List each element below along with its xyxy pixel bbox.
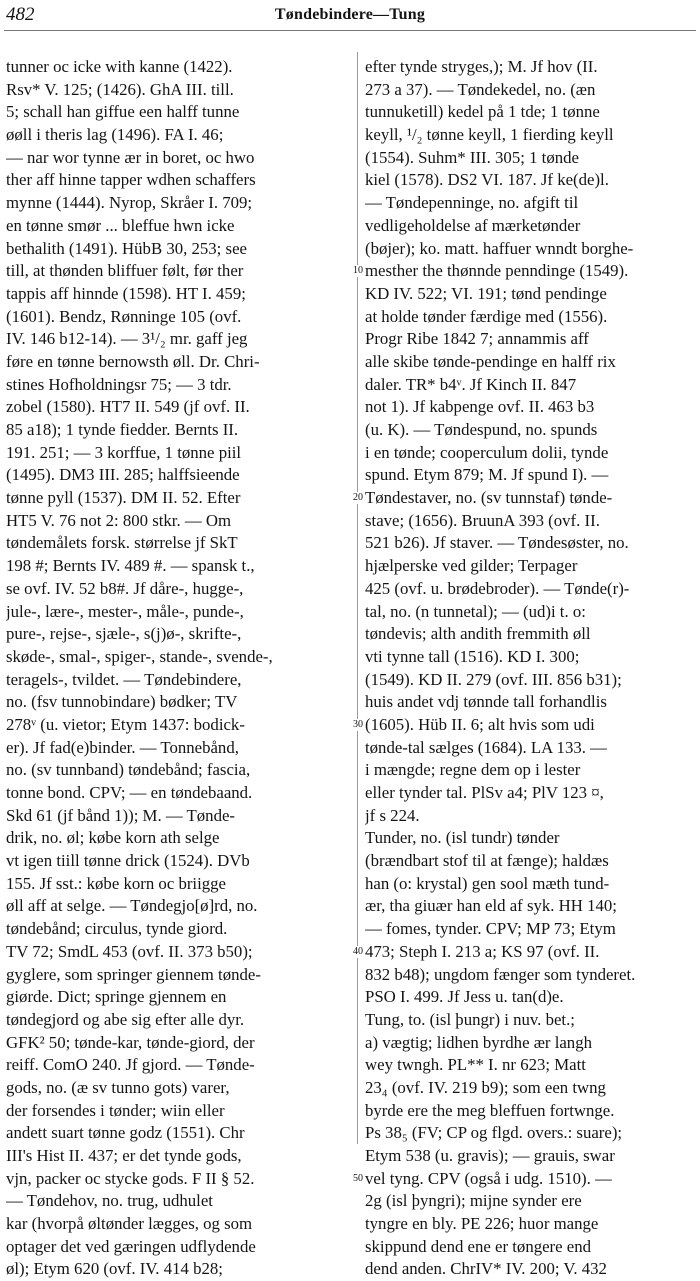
text-line: Rsv* V. 125; (1426). GhA III. till. — [6, 79, 234, 99]
text-line: føre en tønne bernowsth øll. Dr. Chri- — [6, 351, 260, 371]
text-line: 473; Steph I. 213 a; KS 97 (ovf. II. — [365, 941, 600, 961]
text-line: i mængde; regne dem op i lester — [365, 760, 581, 780]
text-line: HT5 V. 76 not 2: 800 stkr. — Om — [6, 510, 232, 530]
text-line: bethalith (1491). HübB 30, 253; see — [6, 238, 247, 258]
text-line: (brændbart stof til at fænge); haldæs — [365, 851, 609, 871]
text-line: tal, no. (n tunnetal); — (ud)i t. o: — [365, 601, 586, 621]
text-line: tønne pyll (1537). DM II. 52. Efter — [6, 488, 241, 508]
right-column — [365, 56, 697, 1281]
text-line: 278ᵛ (u. vietor; Etym 1437: bodick- — [6, 714, 245, 734]
text-line: vjn, packer oc stycke gods. F II § 52. — [6, 1168, 255, 1188]
text-line: skøde-, smal-, spiger-, stande-, svende-, — [6, 646, 273, 666]
text-line: (1601). Bendz, Rønninge 105 (ovf. — [6, 306, 242, 326]
text-line: kar (hvorpå øltønder lægges, og som — [6, 1214, 253, 1234]
text-line: 425 (ovf. u. brødebroder). — Tønde(r)- — [365, 578, 630, 598]
text-line: reiff. ComO 240. Jf gjord. — Tønde- — [6, 1055, 255, 1075]
line-number-marker: 40 — [349, 946, 367, 958]
text-line: 155. Jf sst.: købe korn oc briigge — [6, 873, 226, 893]
text-line: till, at thønden bliffuer følt, før ther — [6, 261, 244, 281]
running-head: Tøndebindere—Tung — [274, 6, 426, 23]
text-line: (bøjer); ko. matt. haffuer wnndt borghe- — [365, 238, 634, 258]
text-line: Progr Ribe 1842 7; annammis aff — [365, 329, 589, 349]
text-line: stines Hofholdningsr 75; — 3 tdr. — [6, 374, 232, 394]
text-line: gods, no. (æ sv tunno gots) varer, — [6, 1077, 230, 1097]
text-line: 85 a18); 1 tynde fiedder. Bernts II. — [6, 420, 239, 439]
line-number-marker: 10 — [349, 265, 367, 277]
text-line: optager det ved gæringen udflydende — [6, 1236, 256, 1256]
text-line: — fomes, tynder. CPV; MP 73; Etym — [365, 919, 616, 939]
text-line: andett suart tønne godz (1551). Chr — [6, 1123, 245, 1143]
text-line: tønde-tal sælges (1684). LA 133. — — [365, 737, 607, 757]
header-rule — [4, 30, 696, 31]
text-line: byrde ere the meg bleffuen fortwnge. — [365, 1100, 615, 1120]
text-line: eller tynder tal. PlSv a4; PlV 123 ¤, — [365, 783, 604, 802]
text-line: at holde tønder færdige med (1556). — [365, 306, 608, 326]
text-line: er). Jf fad(e)binder. — Tonnebånd, — [6, 737, 239, 757]
text-line: teragels-, tvildet. — Tøndebindere, — [6, 669, 242, 689]
text-line: tunnuketill) kedel på 1 tde; 1 tønne — [365, 102, 600, 122]
text-line: vt igen tiill tønne drick (1524). DVb — [6, 851, 250, 871]
text-line: (1605). Hüb II. 6; alt hvis som udi — [365, 714, 595, 734]
text-line: tøndebånd; circulus, tynde giord. — [6, 919, 228, 939]
column-divider — [357, 52, 358, 1144]
text-line: mesther the thønnde penndinge (1549). — [365, 261, 629, 281]
text-line: huis andet vdj tønnde tall forhandlis — [365, 692, 607, 712]
text-line: a) vægtig; lidhen byrdhe ær langh — [365, 1032, 592, 1052]
page-number: 482 — [6, 4, 35, 25]
text-line: kiel (1578). DS2 VI. 187. Jf ke(de)l. — [365, 170, 609, 190]
text-line: tøndemålets forsk. størrelse jf SkT — [6, 533, 238, 553]
text-line: jf s 224. — [365, 805, 420, 825]
text-line: alle skibe tønde-pendinge en halff rix — [365, 351, 616, 371]
text-line: vedligeholdelse af mærketønder — [365, 215, 581, 235]
text-line: tunner oc icke with kanne (1422). — [6, 57, 233, 76]
text-line: (1495). DM3 III. 285; halffsieende — [6, 465, 240, 485]
text-line: Etym 538 (u. gravis); — grauis, swar — [365, 1146, 615, 1165]
text-line: Tunder, no. (isl tundr) tønder — [365, 828, 560, 848]
text-line: 273 a 37). — Tøndekedel, no. (æn — [365, 79, 596, 99]
text-line: giørde. Dict; springe gjennem en — [6, 987, 227, 1007]
text-line: TV 72; SmdL 453 (ovf. II. 373 b50); — [6, 941, 253, 961]
text-line: tappis aff hinnde (1598). HT I. 459; — [6, 283, 246, 303]
text-line: 23₄ (ovf. IV. 219 b9); som een twng — [365, 1077, 606, 1097]
text-line: øl); Etym 620 (ovf. IV. 414 b28; — [6, 1259, 223, 1279]
text-line: not 1). Jf kabpenge ovf. II. 463 b3 — [365, 397, 595, 417]
text-line: skippund dend ene er tøngere end — [365, 1236, 592, 1256]
text-line: 191. 251; — 3 korffue, 1 tønne piil — [6, 442, 242, 462]
text-line: IV. 146 b12-14). — 3¹/₂ mr. gaff jeg — [6, 329, 248, 349]
text-line: han (o: krystal) gen sool mæth tund- — [365, 873, 610, 893]
text-line: Ps 38₅ (FV; CP og flgd. overs.: suare); — [365, 1123, 623, 1143]
text-line: hjælperske ved gilder; Terpager — [365, 556, 578, 576]
text-line: Tøndestaver, no. (sv tunnstaf) tønde- — [365, 488, 613, 508]
text-line: 198 #; Bernts IV. 489 #. — spansk t., — [6, 556, 255, 576]
text-line: keyll, ¹/₂ tønne keyll, 1 fierding keyll — [365, 125, 614, 145]
text-line: vti tynne tall (1516). KD I. 300; — [365, 646, 580, 666]
line-number-marker: 30 — [349, 719, 367, 731]
text-line: — Tøndehov, no. trug, udhulet — [6, 1191, 213, 1211]
page-header — [0, 4, 700, 30]
line-number-marker: 50 — [349, 1173, 367, 1185]
text-line: mynne (1444). Nyrop, Skråer I. 709; — [6, 193, 253, 213]
text-line: spund. Etym 879; M. Jf spund I). — — [365, 465, 609, 485]
text-line: pure-, rejse-, sjæle-, s(j)ø-, skrifte-, — [6, 624, 242, 644]
text-line: i en tønde; cooperculum dolii, tynde — [365, 442, 609, 462]
text-line: tyngre en bly. PE 226; huor mange — [365, 1214, 599, 1234]
text-line: dend anden. ChrIV* IV. 200; V. 432 — [365, 1259, 607, 1279]
text-line: III's Hist II. 437; er det tynde gods, — [6, 1146, 242, 1165]
text-line: vel tyng. CPV (også i udg. 1510). — — [365, 1168, 612, 1188]
text-line: (u. K). — Tøndespund, no. spunds — [365, 420, 598, 439]
text-line: der forsendes i tønder; wiin eller — [6, 1100, 225, 1120]
text-line: (1554). Suhm* III. 305; 1 tønde — [365, 147, 579, 167]
text-line: KD IV. 522; VI. 191; tønd pendinge — [365, 283, 607, 303]
text-line: 521 b26). Jf staver. — Tøndesøster, no. — [365, 533, 629, 553]
text-line: PSO I. 499. Jf Jess u. tan(d)e. — [365, 987, 564, 1007]
text-line: Tung, to. (isl þungr) i nuv. bet.; — [365, 1009, 575, 1029]
text-line: jule-, lære-, mester-, måle-, punde-, — [6, 601, 244, 621]
text-line: Skd 61 (jf bånd 1)); M. — Tønde- — [6, 805, 236, 825]
text-line: 2g (isl þyngri); mijne synder ere — [365, 1191, 582, 1211]
text-line: 5; schall han giffue een halff tunne — [6, 102, 240, 122]
text-line: efter tynde stryges,); M. Jf hov (II. — [365, 57, 598, 76]
text-line: no. (sv tunnband) tøndebånd; fascia, — [6, 760, 251, 780]
text-line: tøndevis; alth andith fremmith øll — [365, 624, 591, 644]
text-line: se ovf. IV. 52 b8#. Jf dåre-, hugge-, — [6, 578, 244, 598]
text-line: gyglere, som springer giennem tønde- — [6, 964, 261, 984]
text-line: øøll i theris lag (1496). FA I. 46; — [6, 125, 224, 145]
text-line: zobel (1580). HT7 II. 549 (jf ovf. II. — [6, 397, 250, 417]
text-line: — nar wor tynne ær in boret, oc hwo — [6, 147, 255, 167]
text-line: drik, no. øl; købe korn ath selge — [6, 828, 220, 848]
line-number-marker: 20 — [349, 492, 367, 504]
text-line: no. (fsv tunnobindare) bødker; TV — [6, 692, 238, 712]
text-line: en tønne smør ... bleffue hwn icke — [6, 215, 235, 235]
text-line: GFK² 50; tønde-kar, tønde-giord, der — [6, 1032, 255, 1052]
text-line: øll aff at selge. — Tøndegjo[ø]rd, no. — [6, 896, 258, 916]
text-line: daler. TR* b4ᵛ. Jf Kinch II. 847 — [365, 374, 577, 394]
text-line: 832 b48); ungdom fænger som tynderet. — [365, 964, 636, 984]
text-line: wey twngh. PL** I. nr 623; Matt — [365, 1055, 586, 1075]
text-line: tøndegjord og abe sig efter alle dyr. — [6, 1009, 245, 1029]
text-line: ær, tha giuær han eld af syk. HH 140; — [365, 896, 617, 916]
text-line: stave; (1656). BruunA 393 (ovf. II. — [365, 510, 600, 530]
left-column — [6, 56, 350, 1281]
text-line: ther aff hinne tapper wdhen schaffers — [6, 170, 256, 190]
text-line: — Tøndepenninge, no. afgift til — [365, 193, 579, 213]
text-line: (1549). KD II. 279 (ovf. III. 856 b31); — [365, 669, 622, 689]
text-line: tonne bond. CPV; — en tøndebaand. — [6, 783, 253, 802]
